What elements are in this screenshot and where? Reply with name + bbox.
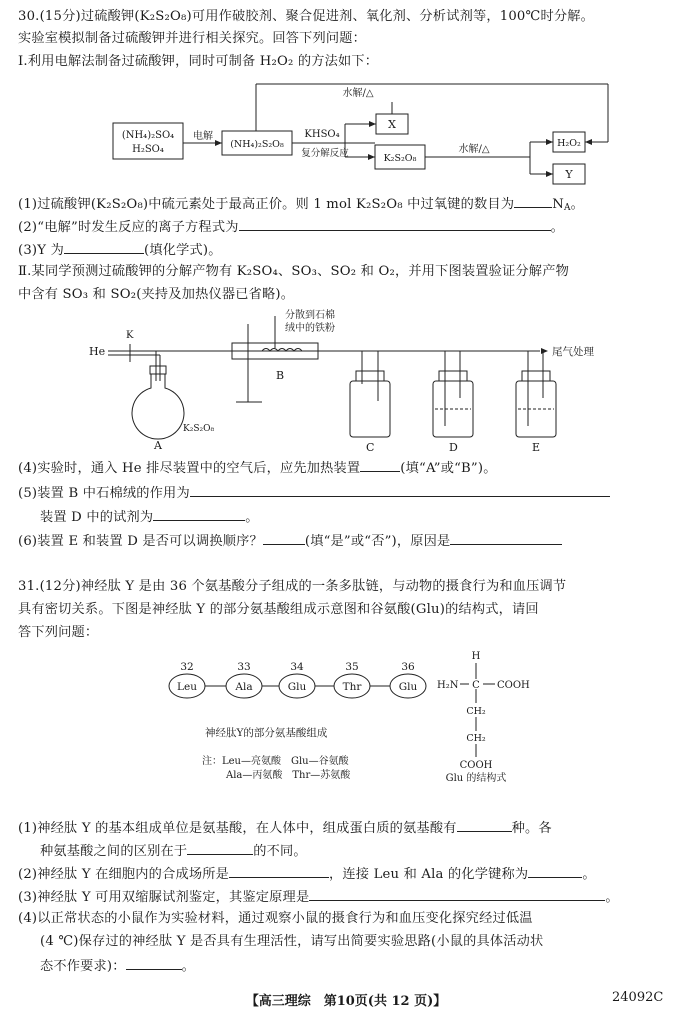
apparatus-reagent-label: K₂S₂O₈ [183,424,215,434]
flow-h2o2-label: H₂O₂ [557,138,581,149]
residue-name-ala: Ala [235,681,253,693]
q30-sub1-unit: N [552,197,564,212]
q30-sub6-answer-blank[interactable] [263,531,305,545]
q30-part2-title: Ⅱ.某同学预测过硫酸钾的分解产物有 K₂SO₄、SO₃、SO₂ 和 O₂，并用下图装置验证分解产物 [18,264,569,279]
page-footer-title: 【高三理综 第10页(共 12 页)】 [245,994,447,1009]
q30-sub5 [18,483,610,503]
q31-sub2-site-blank[interactable] [229,864,329,878]
q31-heading-line3: 答下列问题： [18,625,99,640]
apparatus-note-line1: 分散到石棉 [285,310,335,321]
q31-sub4: (4)以正常状态的小鼠作为实验材料，通过观察小鼠的摄食行为和血压变化探究经过低温 [18,911,533,926]
q30-sub2-answer-blank[interactable] [239,217,551,231]
flow-reagent-label: KHSO₄ [304,129,340,140]
q31-sub1-text-3: 种氨基酸之间的区别在于 [40,844,188,859]
residue-number-34: 34 [290,661,304,673]
q30-sub3-answer-blank[interactable] [64,240,144,254]
peptide-diagram [0,646,692,796]
peptide-note-line1: 注：Leu—亮氨酸 Glu—谷氨酸 [202,756,349,767]
glu-carboxyl-label: COOH [497,680,530,691]
flow-electrolysis-label: 电解 [193,131,213,142]
glu-structure-caption: Glu 的结构式 [445,773,507,784]
q30-sub5-answer-blank[interactable] [190,483,610,497]
q31-sub2-text-2: ，连接 Leu 和 Ala 的化学键称为 [329,867,529,882]
q30-part1-title: Ⅰ.利用电解法制备过硫酸钾，同时可制备 H₂O₂ 的方法如下： [18,54,379,69]
apparatus-b-label: B [276,369,285,382]
q30-sub3-end: (填化学式)。 [143,243,222,258]
q30-sub3-text: (3)Y 为 [18,243,64,258]
residue-name-glu-34: Glu [287,681,307,693]
q31-sub3-end: 。 [605,890,619,905]
q31-sub4-end: 。 [181,959,196,974]
residue-number-35: 35 [345,661,359,673]
q30-sub5-text-2: 装置 D 中的试剂为 [40,510,154,525]
q30-sub6-text-2: (填“是”或“否”)，原因是 [304,534,451,549]
q31-sub4-line2: (4 ℃)保存过的神经肽 Y 是否具有生理活性，请写出简要实验思路(小鼠的具体活动状 [40,934,544,949]
q30-sub5-reagent-blank[interactable] [153,507,245,521]
q31-sub1-line2 [40,841,307,861]
q30-sub4-answer-blank[interactable] [360,458,400,472]
apparatus-e-label: E [532,441,541,454]
q31-sub2-end: 。 [582,867,596,882]
bottle-e-stopper [522,371,550,381]
apparatus-he-label: He [89,345,106,358]
flow-y-label: Y [565,168,573,181]
q31-sub1-answer-blank[interactable] [457,818,512,832]
electrolysis-flow-diagram [0,76,692,194]
peptide-note-line2: Ala—丙氨酸 Thr—苏氨酸 [226,770,351,781]
q30-sub6 [18,531,562,551]
q30-sub1-text: (1)过硫酸钾(K₂S₂O₈)中硫元素处于最高正价。则 1 mol K₂S₂O₈ 中过氧键的数目为 [18,197,515,212]
q31-sub3 [18,887,619,907]
page-footer-code: 24092C [612,990,664,1005]
q30-sub5-text: (5)装置 B 中石棉绒的作用为 [18,486,190,501]
apparatus-tail-label: 尾气处理 [552,346,594,358]
q31-sub1-difference-blank[interactable] [187,841,253,855]
residue-name-leu: Leu [177,681,197,693]
q30-sub6-text: (6)装置 E 和装置 D 是否可以调换顺序？ [18,534,263,549]
flask-a-stopper [150,366,166,374]
bottle-c [350,381,390,437]
glu-h-label: H [471,651,481,662]
flow-reaction-label: 复分解反应 [301,148,349,159]
q31-sub2-bond-blank[interactable] [528,864,582,878]
q30-sub1-answer-blank[interactable] [514,194,552,208]
q31-heading: 31.(12分)神经肽 Y 是由 36 个氨基酸分子组成的一条多肽链，与动物的摄食行为和血压调节 [18,579,567,594]
apparatus-c-label: C [366,441,375,454]
apparatus-diagram [0,306,692,456]
q30-sub4-text: (4)实验时，通入 He 排尽装置中的空气后，应先加热装置 [18,461,361,476]
q31-sub2-text: (2)神经肽 Y 在细胞内的合成场所是 [18,867,230,882]
q30-sub1-end: 。 [570,197,585,212]
q31-heading-line2: 具有密切关系。下图是神经肽 Y 的部分氨基酸组成示意图和谷氨酸(Glu)的结构式，请回 [18,602,539,617]
flow-hydrolysis-label-right: 水解/△ [458,144,490,155]
q30-sub1 [18,194,584,214]
q30-sub5-end: 。 [245,510,259,525]
apparatus-note-line2: 绒中的铁粉 [285,323,335,334]
q30-part2-title-line2: 中含有 SO₃ 和 SO₂(夹持及加热仪器已省略)。 [18,287,295,302]
q30-heading: 30.(15分)过硫酸钾(K₂S₂O₈)可用作破胶剂、聚合促进剂、氧化剂、分析试剂等，100℃时分解。 [18,9,595,24]
flow-start-label-2: H₂SO₄ [132,144,164,155]
q30-sub4-end: (填“A”或“B”)。 [400,461,497,476]
glu-carbon-label: C [472,680,480,691]
q31-sub1-end: 的不同。 [253,844,307,859]
q30-sub3 [18,240,222,260]
flow-hydrolysis-label-top: 水解/△ [342,88,374,99]
q30-sub1-unit-sub: A [563,203,571,213]
glu-ch2-label-1: CH₂ [466,706,486,717]
glu-amino-label: H₂N [437,680,459,691]
apparatus-a-label: A [154,439,162,452]
glu-ch2-label-2: CH₂ [466,733,486,744]
q30-sub2-end: 。 [550,220,564,235]
q31-sub1-text: (1)神经肽 Y 的基本组成单位是氨基酸，在人体中，组成蛋白质的氨基酸有 [18,821,457,836]
apparatus-d-label: D [449,441,458,454]
bottle-c-stopper [356,371,384,381]
q31-sub1 [18,818,552,838]
apparatus-valve-k-label: K [126,330,134,341]
q30-heading-line2: 实验室模拟制备过硫酸钾并进行相关探究。回答下列问题： [18,31,367,46]
flow-x-label: X [388,118,396,131]
q31-sub4-line3 [40,956,195,976]
residue-number-32: 32 [180,661,194,673]
q30-sub2-text: (2)“电解”时发生反应的离子方程式为 [18,220,239,235]
residue-number-36: 36 [401,661,415,673]
q30-sub6-reason-blank[interactable] [450,531,562,545]
q31-sub1-text-2: 种。各 [511,821,552,836]
q30-sub4 [18,458,497,478]
q30-sub2 [18,217,564,237]
residue-number-33: 33 [237,661,251,673]
flow-mid-label: (NH₄)₂S₂O₈ [230,139,284,150]
q30-sub5-line2 [40,507,259,527]
flow-k-label: K₂S₂O₈ [383,153,417,164]
q31-sub4-answer-blank[interactable] [126,956,182,970]
q31-sub4-text-3: 态不作要求)： [40,959,126,974]
glu-side-carboxyl-label: COOH [459,760,493,771]
flask-a [132,374,184,439]
bottle-d-stopper [439,371,467,381]
q31-sub2 [18,864,596,884]
flow-start-label-1: (NH₄)₂SO₄ [121,130,175,141]
residue-name-glu-36: Glu [398,681,418,693]
residue-name-thr: Thr [342,681,362,693]
q31-sub3-text: (3)神经肽 Y 可用双缩脲试剂鉴定，其鉴定原理是 [18,890,310,905]
peptide-caption: 神经肽Y的部分氨基酸组成 [205,727,328,739]
q31-sub3-answer-blank[interactable] [309,887,605,901]
